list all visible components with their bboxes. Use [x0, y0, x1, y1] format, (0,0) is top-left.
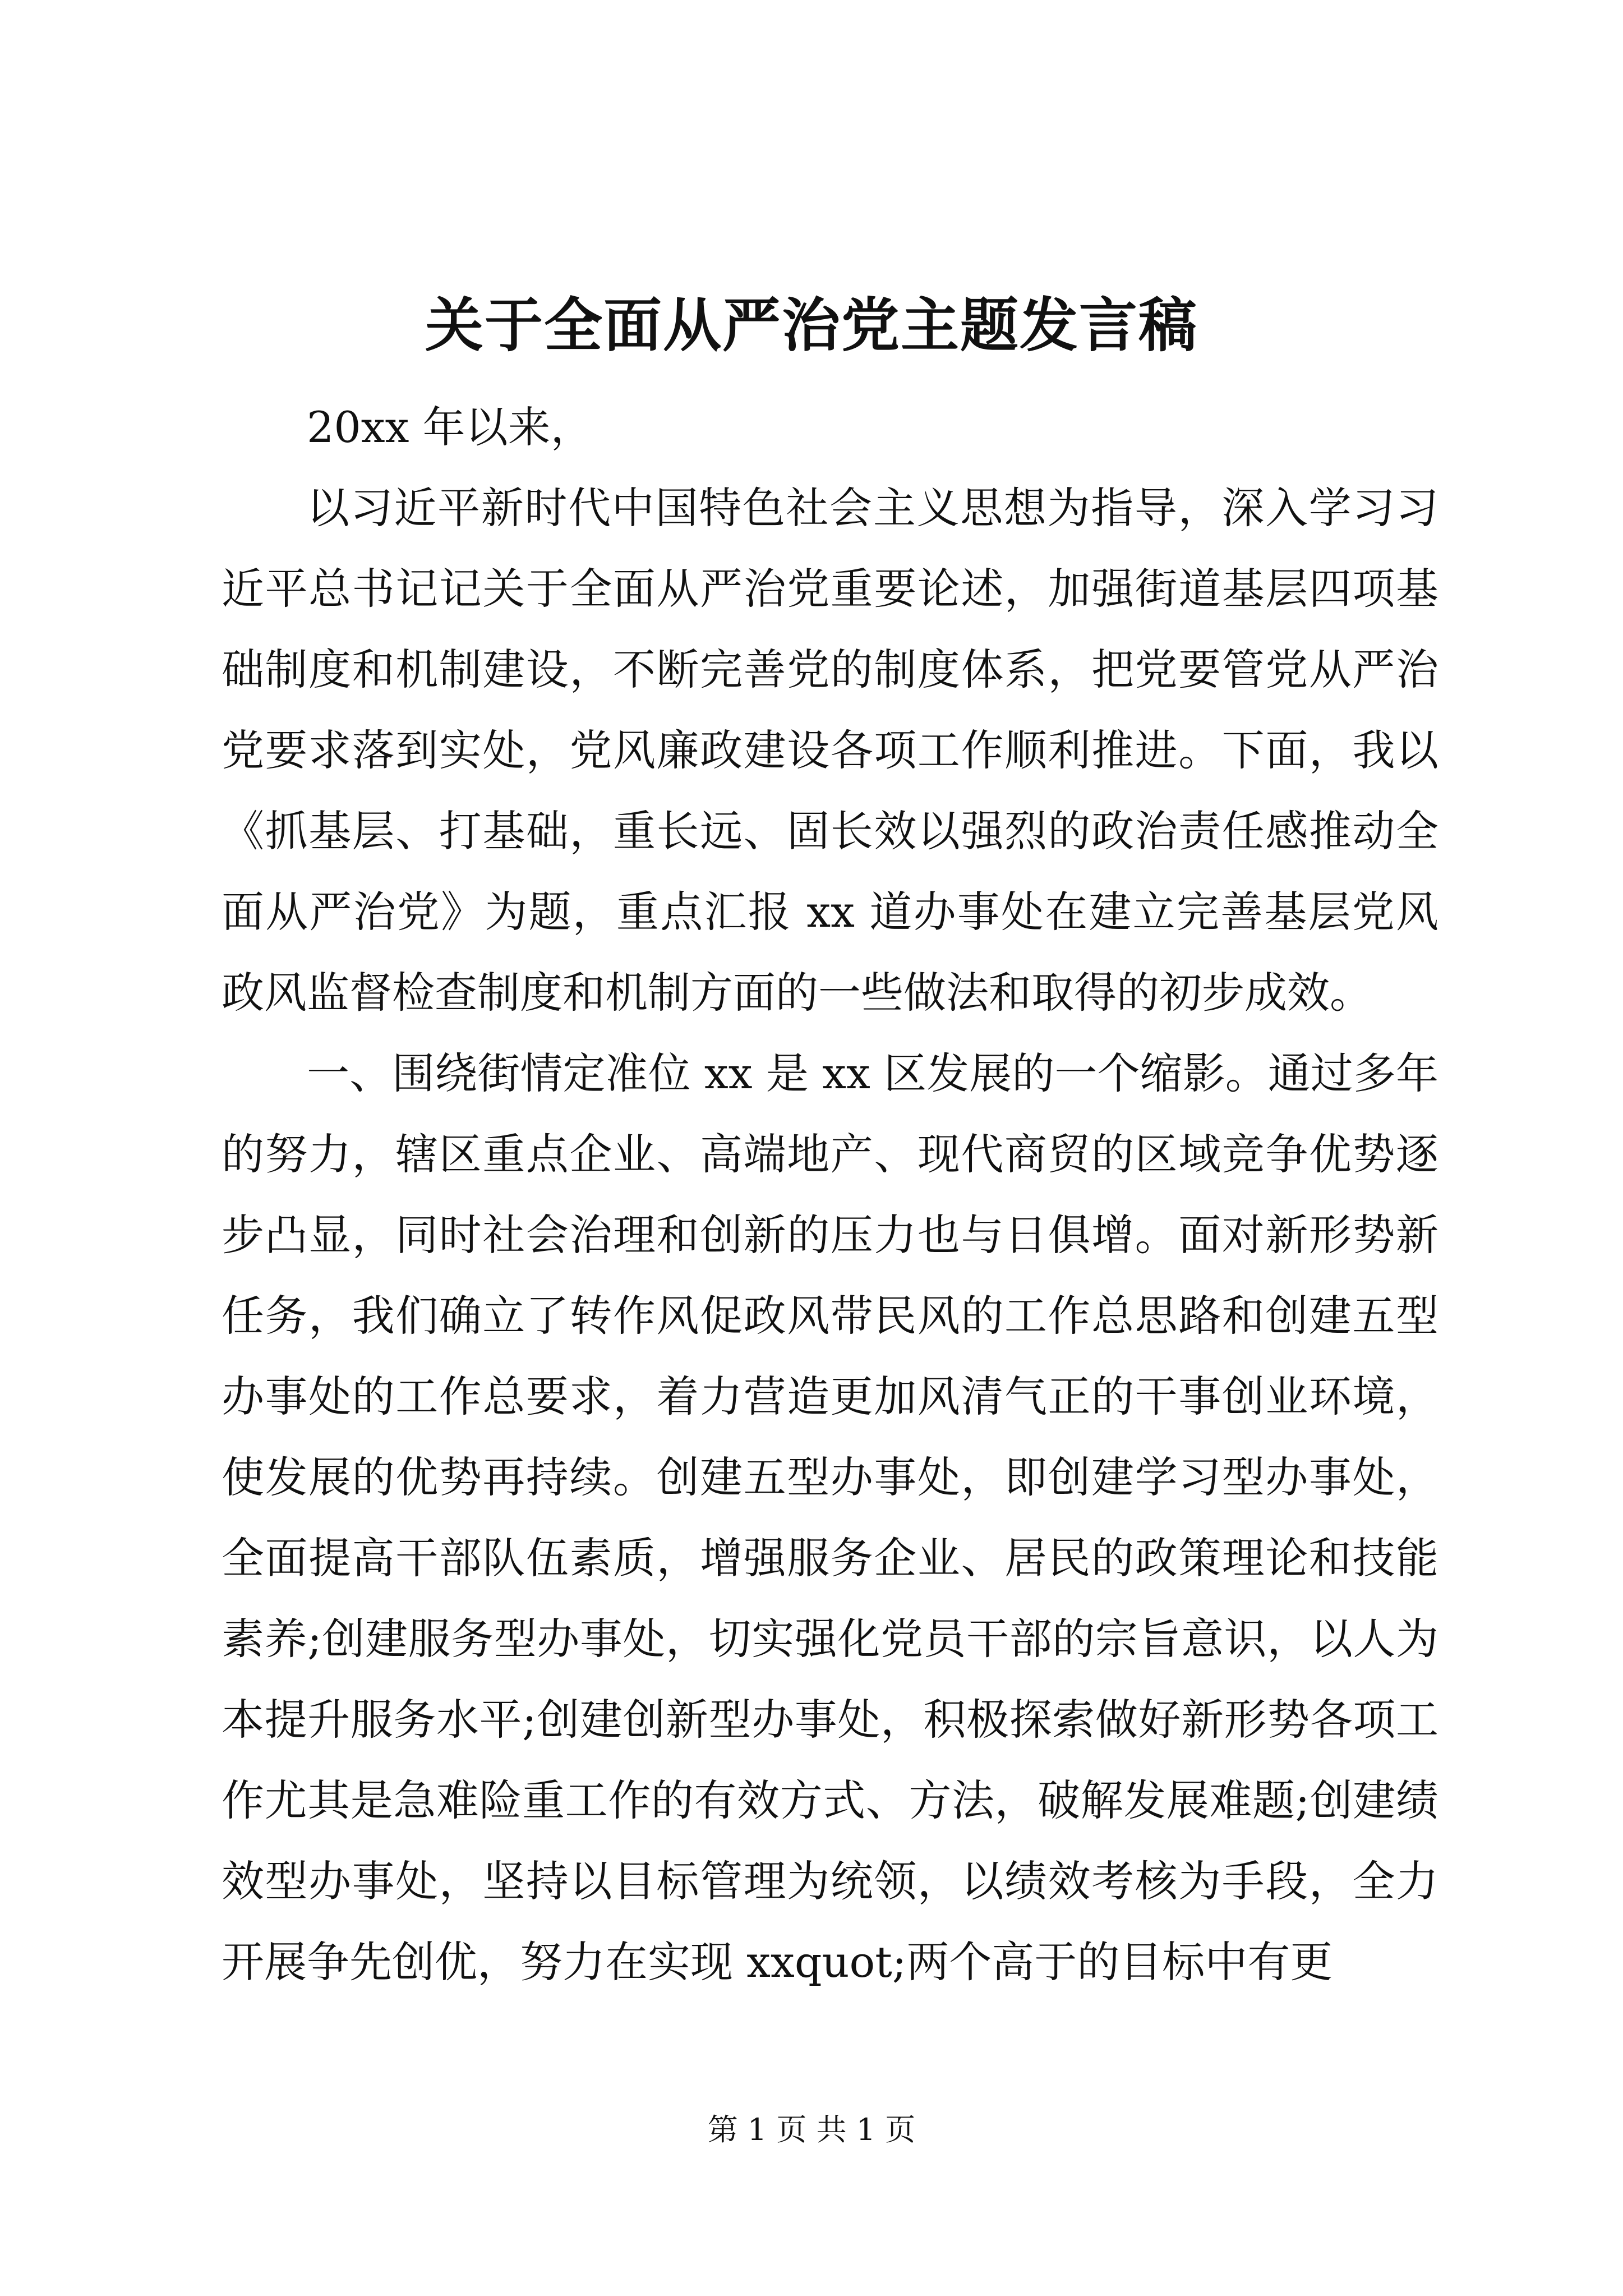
document-title: 关于全面从严治党主题发言稿: [425, 291, 1198, 360]
paragraph-3: 一、围绕街情定准位 xx 是 xx 区发展的一个缩影。通过多年的努力，辖区重点企业、高端地产、现代商贸的区域竞争优势逐步凸显，同时社会治理和创新的压力也与日俱增。面对新形势新任务，我们确立了转作风促政风带民风的工作总思路和创建五型办事处的工作总要求，着力营造更加风清气正的干事创业环境，使发展的优势再持续。创建五型办事处，即创建学习型办事处，全面提高干部队伍素质，增强服务企业、居民的政策理论和技能素养;创建服务型办事处，切实强化党员干部的宗旨意识，以人为本提升服务水平;创建创新型办事处，积极探索做好新形势各项工作尤其是急难险重工作的有效方式、方法，破解发展难题;创建绩效型办事处，坚持以目标管理为统领，以绩效考核为手段，全力开展争先创优，努力在实现 xxquot;两个高于的目标中有更: [222, 1048, 1438, 1987]
page-footer: 第 1 页 共 1 页: [707, 2112, 916, 2147]
document-body: [222, 387, 1438, 2003]
paragraph-1: 20xx 年以来，: [307, 402, 593, 452]
paragraph-2: 以习近平新时代中国特色社会主义思想为指导，深入学习习近平总书记记关于全面从严治党重要论述，加强街道基层四项基础制度和机制建设，不断完善党的制度体系，把党要管党从严治党要求落到实处，党风廉政建设各项工作顺利推进。下面，我以《抓基层、打基础，重长远、固长效以强烈的政治责任感推动全面从严治党》为题，重点汇报 xx 道办事处在建立完善基层党风政风监督检查制度和机制方面的一些做法和取得的初步成效。: [222, 483, 1438, 1018]
